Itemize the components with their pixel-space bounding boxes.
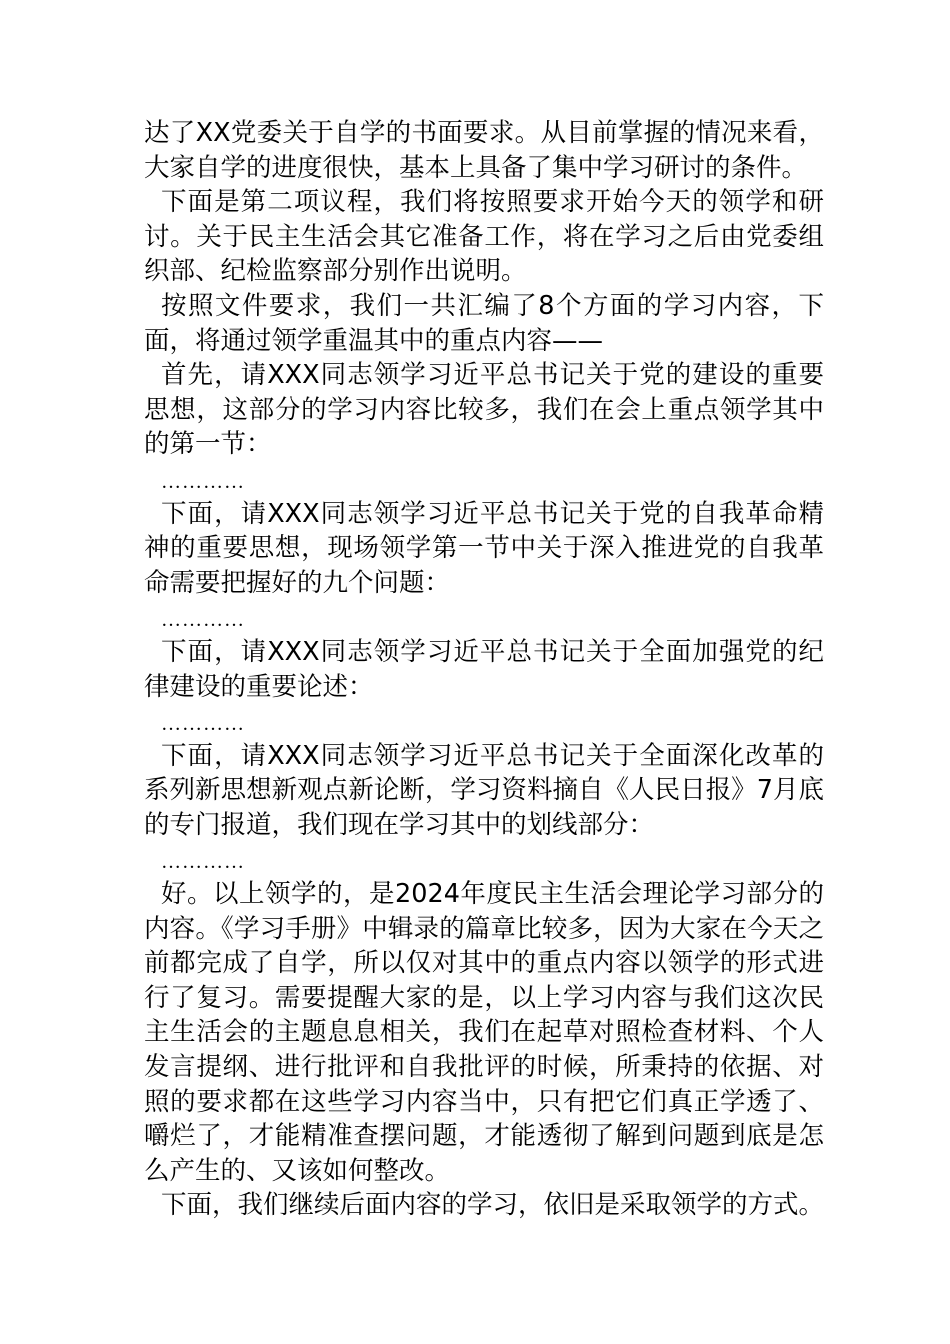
paragraph-self-revolution-study: 下面，请XXX同志领学习近平总书记关于党的自我革命精神的重要思想，现场领学第一节中关于深入推进党的自我革命需要把握好的九个问题： — [144, 498, 824, 598]
paragraph-second-agenda: 下面是第二项议程，我们将按照要求开始今天的领学和研讨。关于民主生活会其它准备工作，将在学习之后由党委组织部、纪检监察部分别作出说明。 — [144, 187, 824, 287]
paragraph-study-content-intro: 按照文件要求，我们一共汇编了8个方面的学习内容，下面，将通过领学重温其中的重点内容—— — [144, 290, 824, 356]
paragraph-party-building-study: 首先，请XXX同志领学习近平总书记关于党的建设的重要思想，这部分的学习内容比较多，我们在会上重点领学其中的第一节： — [144, 360, 824, 460]
paragraph-continue-study: 下面，我们继续后面内容的学习，依旧是采取领学的方式。 — [161, 1190, 825, 1221]
paragraph-self-study-status: 达了XX党委关于自学的书面要求。从目前掌握的情况来看，大家自学的进度很快，基本上具备了集中学习研讨的条件。 — [144, 118, 824, 183]
document-body — [144, 116, 824, 1223]
paragraph-discipline-study: 下面，请XXX同志领学习近平总书记关于全面加强党的纪律建设的重要论述： — [144, 636, 824, 702]
ellipsis-separator: ………… — [161, 609, 245, 632]
paragraph-reform-study: 下面，请XXX同志领学习近平总书记关于全面深化改革的系列新思想新观点新论断，学习资料摘自《人民日报》7月底的专门报道，我们现在学习其中的划线部分： — [144, 740, 824, 840]
paragraph-study-summary: 好。以上领学的，是2024年度民主生活会理论学习部分的内容。《学习手册》中辑录的篇章比较多，因为大家在今天之前都完成了自学，所以仅对其中的重点内容以领学的形式进行了复习。需要提醒大家的是，以上学习内容与我们这次民主生活会的主题息息相关，我们在起草对照检查材料、个人发言提纲、进行批评和自我批评的时候，所秉持的依据、对照的要求都在这些学习内容当中，只有把它们真正学透了、嚼烂了，才能精准查摆问题，才能透彻了解到问题到底是怎么产生的、又该如何整改。 — [144, 879, 824, 1186]
ellipsis-separator: ………… — [161, 713, 245, 736]
ellipsis-separator: ………… — [161, 851, 245, 874]
ellipsis-separator: ………… — [161, 470, 245, 493]
